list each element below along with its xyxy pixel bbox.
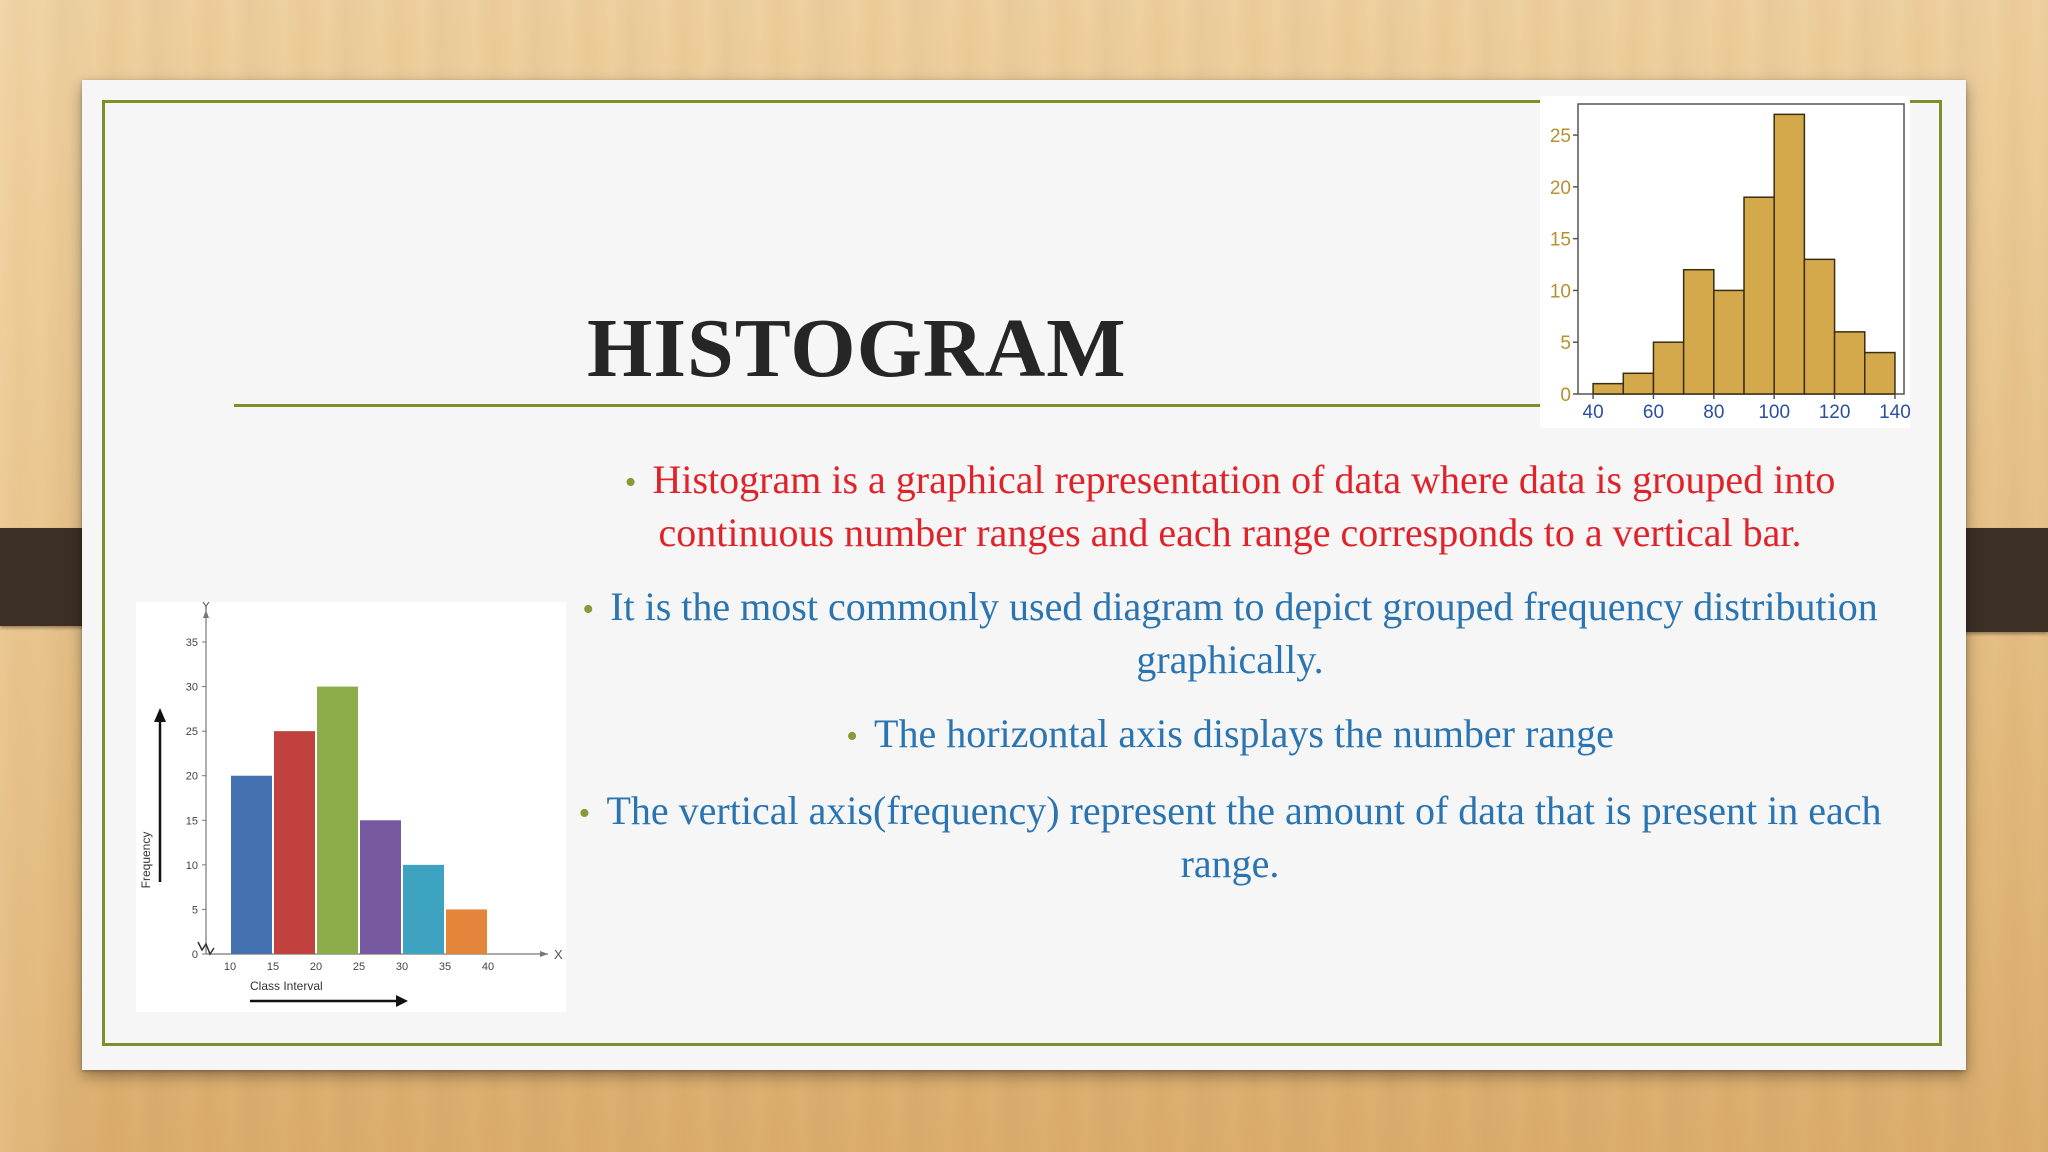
histogram-bar: [1593, 384, 1623, 394]
histogram-bar: [1714, 290, 1744, 394]
y-tick-label: 15: [1549, 229, 1571, 251]
histogram-bar: [1865, 353, 1895, 394]
bullet-item: [555, 786, 1905, 889]
x-tick-label: 120: [1818, 402, 1851, 423]
bullet-list: [555, 455, 1905, 913]
bullet-dot-icon: •: [578, 795, 591, 832]
histogram-bar: [1804, 259, 1834, 394]
title-underline: [234, 404, 1629, 407]
histogram-bar: [231, 776, 272, 954]
y-tick-label: 30: [185, 681, 198, 694]
y-tick-label: 15: [185, 815, 198, 828]
y-tick-label: 0: [191, 949, 198, 961]
bullet-dot-icon: •: [624, 464, 637, 501]
y-axis-label: Frequency: [139, 831, 153, 889]
x-tick-label: 35: [438, 961, 452, 973]
bullet-text: The horizontal axis displays the number range: [874, 711, 1614, 756]
x-tick-label: 40: [1582, 402, 1604, 423]
bullet-text: The vertical axis(frequency) represent the amount of data that is present in each range.: [606, 788, 1882, 886]
colored-histogram-image: [136, 602, 566, 1012]
y-tick-label: 0: [1560, 385, 1571, 406]
bullet-text: Histogram is a graphical representation of data where data is grouped into continuous number ranges and each range corresponds to a vertical bar.: [652, 457, 1836, 555]
y-axis-letter: Y: [202, 602, 211, 613]
bullet-item: [555, 709, 1905, 762]
x-tick-label: 10: [223, 961, 237, 973]
x-tick-label: 100: [1758, 402, 1791, 423]
y-tick-label: 5: [1560, 333, 1571, 355]
bullet-item: [555, 455, 1905, 558]
y-tick-label: 20: [185, 770, 198, 783]
x-axis-label: Class Interval: [250, 979, 323, 993]
y-tick-label: 25: [1549, 126, 1571, 148]
histogram-bar: [1684, 270, 1714, 394]
x-tick-label: 15: [266, 961, 280, 973]
y-tick-label: 10: [185, 859, 198, 872]
slide-title: HISTOGRAM: [587, 302, 1127, 395]
bullet-item: [555, 582, 1905, 685]
histogram-bar: [1774, 114, 1804, 394]
histogram-bar: [360, 820, 401, 954]
y-direction-arrowhead: [154, 708, 166, 722]
colored-histogram-chart: [136, 602, 566, 1012]
gold-histogram-image: [1540, 96, 1910, 428]
x-tick-label: 140: [1879, 402, 1910, 423]
histogram-bar: [1744, 197, 1774, 394]
histogram-bar: [1653, 342, 1683, 394]
y-tick-label: 35: [185, 637, 198, 649]
x-tick-label: 80: [1703, 402, 1725, 423]
bullet-text: It is the most commonly used diagram to depict grouped frequency distribution graphically.: [610, 584, 1878, 682]
x-tick-label: 30: [395, 961, 409, 973]
histogram-bar: [274, 731, 315, 954]
x-axis-arrowhead: [540, 951, 548, 957]
x-tick-label: 20: [309, 961, 323, 973]
bullet-dot-icon: •: [846, 718, 859, 755]
histogram-bar: [1623, 373, 1653, 394]
x-axis-letter: X: [554, 947, 563, 962]
y-tick-label: 20: [1549, 177, 1571, 199]
bullet-dot-icon: •: [582, 591, 595, 628]
x-tick-label: 60: [1642, 402, 1665, 423]
histogram-bar: [317, 687, 358, 954]
x-tick-label: 40: [481, 961, 495, 973]
y-tick-label: 5: [191, 904, 198, 917]
y-tick-label: 25: [185, 726, 198, 739]
gold-histogram-chart: [1540, 96, 1910, 428]
x-direction-arrowhead: [396, 995, 408, 1007]
x-tick-label: 25: [352, 961, 366, 973]
histogram-bar: [403, 865, 444, 954]
histogram-bar: [446, 909, 487, 954]
histogram-bar: [1835, 332, 1865, 394]
y-tick-label: 10: [1549, 281, 1571, 303]
